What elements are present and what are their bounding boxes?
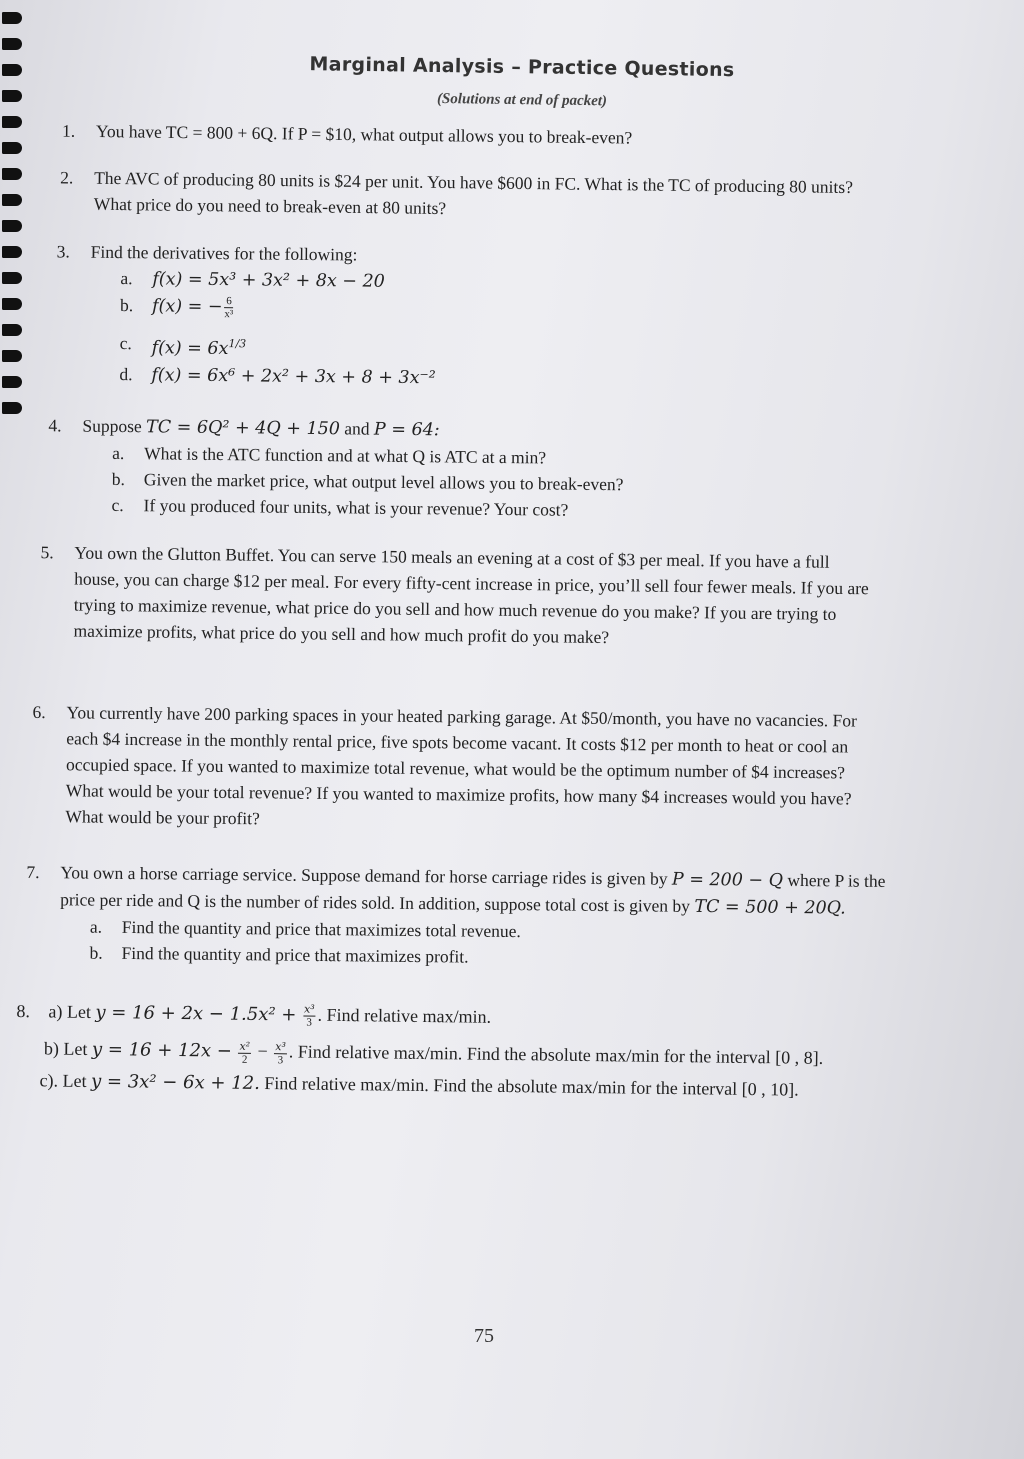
question-text: Suppose TC = 6Q² + 4Q + 150 and P = 64: (82, 415, 440, 441)
question-7 (25, 859, 996, 975)
question-line: price per ride and Q is the number of rides sold. In addition, suppose total cost is given by TC = 500 + 20Q. (60, 889, 846, 919)
question-text: Find the derivatives for the following: (90, 241, 358, 265)
page-title: Marginal Analysis – Practice Questions (309, 53, 735, 82)
part-a: a) Let y = 16 + 2x − 1.5x² + $\frac{\text{x³}}{3}$ . Find relative max/min. (48, 1001, 492, 1030)
sub-question-a: a. What is the ATC function and at what Q is ATC at a min? (112, 442, 547, 468)
question-8 (15, 998, 996, 1106)
question-number: 3. (56, 241, 70, 262)
question-number: 8. (16, 1001, 31, 1022)
sub-question-b: b. Find the quantity and price that maximizes profit. (89, 942, 469, 967)
page-number: 75 (474, 1325, 494, 1347)
question-number: 5. (40, 542, 54, 563)
question-line: house, you can charge $12 per meal. For every fifty-cent increase in price, you’ll sell four fewer meals. If you are (74, 568, 869, 599)
question-number: 4. (48, 415, 62, 436)
question-text: You have TC = 800 + 6Q. If P = $10, what output allows you to break-even? (95, 121, 633, 148)
question-6 (31, 699, 1002, 839)
question-5 (39, 539, 1000, 655)
question-line: You own a horse carriage service. Suppose demand for horse carriage rides is given by P = 200 − Q where P is the (60, 862, 886, 891)
question-3 (55, 238, 757, 394)
sub-question-a: a. f(x) = 5x³ + 3x² + 8x − 20 (120, 268, 385, 292)
question-number: 2. (60, 167, 74, 188)
question-line: each $4 increase in the monthly rental price, five spots become vacant. It costs $12 per month to heat or cool an (66, 728, 849, 757)
binding-holes (0, 0, 26, 1459)
question-number: 1. (61, 120, 76, 141)
sub-question-c: c. If you produced four units, what is your revenue? Your cost? (111, 494, 569, 520)
sub-question-d: d. f(x) = 6x⁶ + 2x² + 3x + 8 + 3x⁻² (119, 363, 436, 389)
question-line: You own the Glutton Buffet. You can serve 150 meals an evening at a cost of $3 per meal. If you have a full (74, 542, 830, 572)
question-line: What price do you need to break-even at 80 units? (93, 193, 447, 219)
question-line: What would be your total revenue? If you wanted to maximize profits, how many $4 increases would you have? (65, 780, 852, 809)
sub-question-b: b. f(x) = − $\frac{6}{\text{x³}}$ (119, 295, 234, 321)
fraction: $\frac{6}{\text{x³}}$ (224, 295, 234, 321)
question-line: occupied space. If you wanted to maximize total revenue, what would be the optimum number of $4 increases? (65, 754, 846, 783)
page-subtitle: (Solutions at end of packet) (436, 90, 608, 110)
part-b: b) Let y = 16 + 12x − $\frac{\text{x²}}{2}$ − $\frac{\text{x³}}{3}$ . Find relative max/min. Find the absolute max/min for the interval [0 , 8]. (43, 1038, 824, 1069)
sub-question-c: c. $f(x) = 6x^{1/3}$ (119, 333, 247, 359)
question-2 (60, 164, 991, 227)
question-line: What would be your profit? (65, 806, 260, 829)
question-line: The AVC of producing 80 units is $24 per unit. You have $600 in FC. What is the TC of producing 80 units? (94, 167, 854, 198)
question-number: 7. (26, 861, 40, 883)
exponent: 1/3 (228, 337, 247, 351)
question-1 (62, 118, 782, 153)
question-4 (47, 412, 768, 525)
sub-question-b: b. Given the market price, what output level allows you to break-even? (111, 468, 624, 495)
part-c: c). Let y = 3x² − 6x + 12. Find relative max/min. Find the absolute max/min for the interval [0 , 10]. (39, 1070, 799, 1100)
sub-question-a: a. Find the quantity and price that maximizes total revenue. (89, 916, 521, 942)
question-line: You currently have 200 parking spaces in your heated parking garage. At $50/month, you have no vacancies. For (66, 702, 858, 731)
question-line: trying to maximize revenue, what price do you sell and how much revenue do you make? If you are trying to (73, 594, 837, 624)
question-line: maximize profits, what price do you sell and how much profit do you make? (73, 620, 610, 648)
question-number: 6. (32, 701, 46, 723)
